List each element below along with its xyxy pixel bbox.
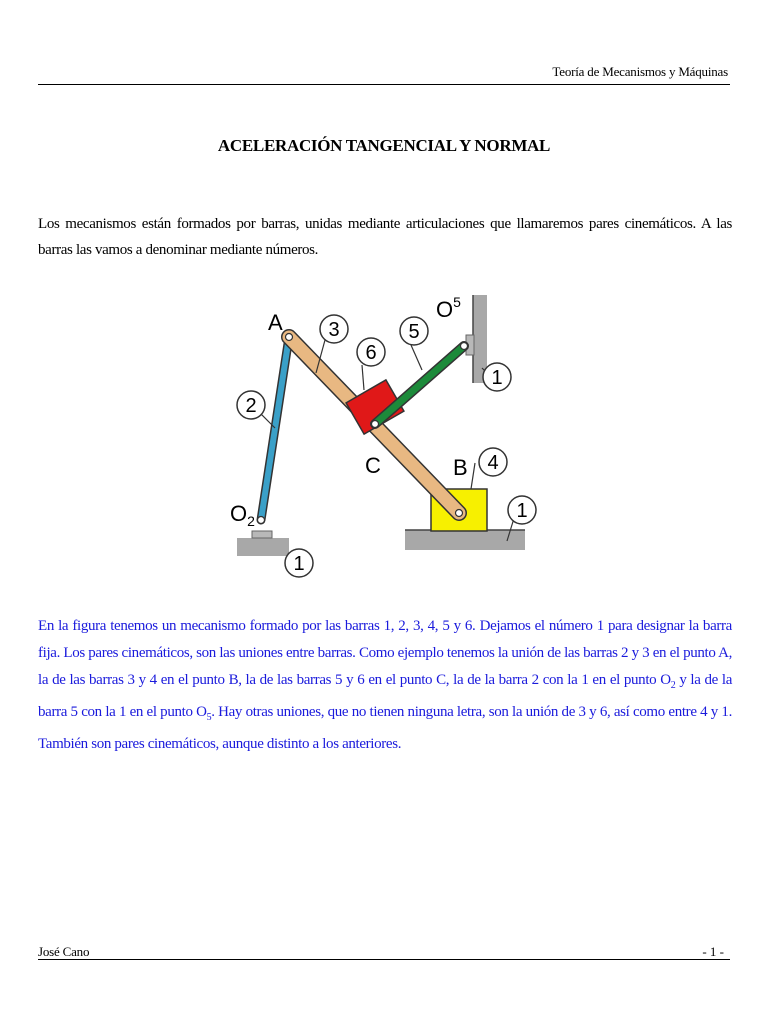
paragraph-sub2: 5: [206, 712, 212, 723]
num-2: 2: [245, 395, 257, 417]
intro-paragraph: Los mecanismos están formados por barras, unidas mediante articulaciones que llamaremos pares cinemáticos. A las barras las vamos a denominar mediante números.: [38, 216, 732, 258]
mechanism-figure: [225, 285, 555, 590]
label-o2: $O_2$: [230, 501, 255, 529]
explanation-paragraph: [38, 613, 732, 758]
paragraph-part1: En la figura tenemos un mecanismo formado por las barras 1, 2, 3, 4, 5 y 6. Dejamos el número 1 para designar la barra fija. Los pares cinemáticos, son las uniones entre barras. Como ejemplo tenemos la unión de las barras 2 y 3 en el punto A, la de las barras 3 y 4 en el punto B, la de las barras 5 y 6 en el punto C, la de la barra 2 con la 1 en el punto O: [38, 618, 732, 688]
pin-o2: [258, 517, 265, 524]
pin-o5: [461, 343, 468, 350]
num-3: 3: [328, 319, 340, 341]
label-a: A: [268, 310, 283, 335]
pin-b: [456, 510, 463, 517]
label-c: C: [365, 453, 381, 478]
pin-c: [372, 421, 379, 428]
paragraph-part2: y la de la barra 5 con la 1 en el punto O: [38, 672, 733, 720]
label-b: B: [453, 455, 468, 480]
pin-a: [286, 334, 293, 341]
footer-rule: [38, 959, 730, 960]
num-6: 6: [365, 342, 377, 364]
header-rule: [38, 84, 730, 85]
footer-author: José Cano: [38, 944, 90, 959]
num-5: 5: [408, 321, 420, 343]
paragraph-sub1: 2: [670, 680, 676, 691]
paragraph-part3: . Hay otras uniones, que no tienen ninguna letra, son la unión de 3 y 6, así como entre 4 y 1. También son pares cinemáticos, aunque distinto a los anteriores.: [38, 704, 732, 752]
header-course: Teoría de Mecanismos y Máquinas: [552, 64, 728, 79]
num-4: 4: [487, 452, 499, 474]
num-1-wall: 1: [491, 367, 503, 389]
pivot-base-o2: [252, 531, 272, 538]
page-title: ACELERACIÓN TANGENCIAL Y NORMAL: [217, 136, 551, 155]
num-1-left: 1: [293, 553, 305, 575]
num-1-right: 1: [516, 500, 528, 522]
label-o5: $O^5$: [436, 294, 461, 322]
ground-left: [237, 538, 289, 556]
page-number: - 1 -: [702, 944, 724, 959]
